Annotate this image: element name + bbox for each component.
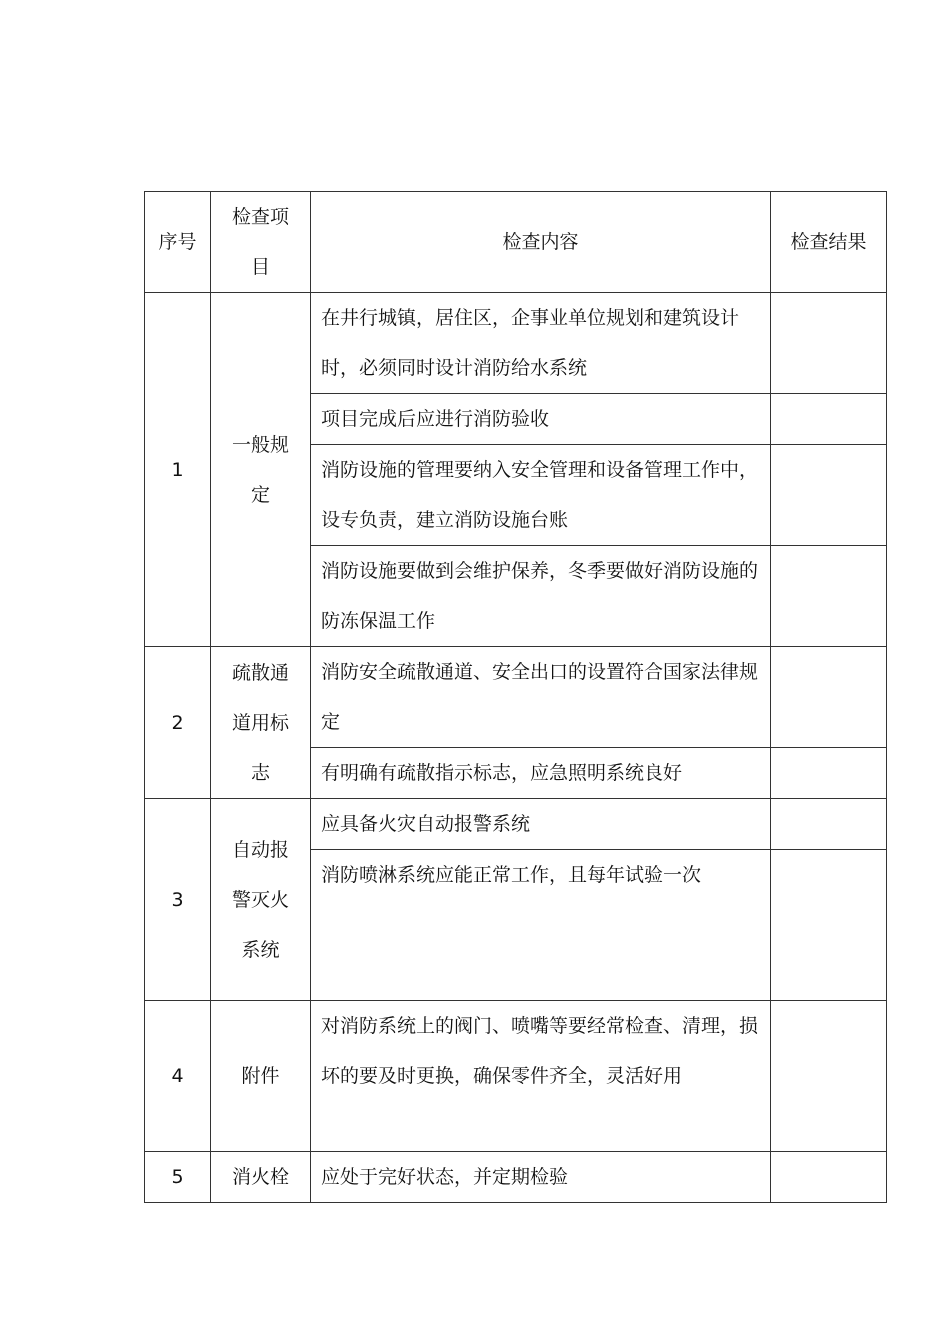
group-1-content-2: 项目完成后应进行消防验收	[311, 394, 771, 445]
group-3-content-1: 应具备火灾自动报警系统	[311, 799, 771, 850]
table-row	[145, 293, 887, 394]
group-1-content-1: 在井行城镇，居住区，企事业单位规划和建筑设计时，必须同时设计消防给水系统	[311, 293, 771, 394]
result-cell	[771, 546, 887, 647]
group-5-no: 5	[145, 1152, 211, 1203]
group-5-item: 消火栓	[211, 1152, 311, 1203]
group-4-item: 附件	[211, 1001, 311, 1152]
table-row	[145, 1152, 887, 1203]
table-row	[145, 647, 887, 748]
group-2-item: 疏散通道用标志	[211, 647, 311, 799]
result-cell	[771, 647, 887, 748]
result-cell	[771, 1001, 887, 1152]
group-2-content-1: 消防安全疏散通道、安全出口的设置符合国家法律规定	[311, 647, 771, 748]
group-4-content-1: 对消防系统上的阀门、喷嘴等要经常检查、清理，损坏的要及时更换，确保零件齐全，灵活好用	[311, 1001, 771, 1152]
result-cell	[771, 293, 887, 394]
group-2-content-2: 有明确有疏散指示标志，应急照明系统良好	[311, 748, 771, 799]
group-2-no: 2	[145, 647, 211, 799]
table-row	[145, 799, 887, 850]
result-cell	[771, 850, 887, 1001]
group-3-content-2: 消防喷淋系统应能正常工作，且每年试验一次	[311, 850, 771, 1001]
group-3-item: 自动报警灭火系统	[211, 799, 311, 1001]
group-1-content-4: 消防设施要做到会维护保养，冬季要做好消防设施的防冻保温工作	[311, 546, 771, 647]
group-3-no: 3	[145, 799, 211, 1001]
result-cell	[771, 748, 887, 799]
result-cell	[771, 394, 887, 445]
result-cell	[771, 445, 887, 546]
table-row	[145, 1001, 887, 1152]
result-cell	[771, 1152, 887, 1203]
group-1-item: 一般规定	[211, 293, 311, 647]
header-content: 检查内容	[311, 192, 771, 293]
group-1-content-3: 消防设施的管理要纳入安全管理和设备管理工作中，设专负责，建立消防设施台账	[311, 445, 771, 546]
result-cell	[771, 799, 887, 850]
header-result: 检查结果	[771, 192, 887, 293]
table-header-row	[145, 192, 887, 293]
group-5-content-1: 应处于完好状态，并定期检验	[311, 1152, 771, 1203]
group-1-no: 1	[145, 293, 211, 647]
group-4-no: 4	[145, 1001, 211, 1152]
fire-inspection-table	[144, 191, 887, 1203]
header-no: 序号	[145, 192, 211, 293]
header-item: 检查项目	[211, 192, 311, 293]
